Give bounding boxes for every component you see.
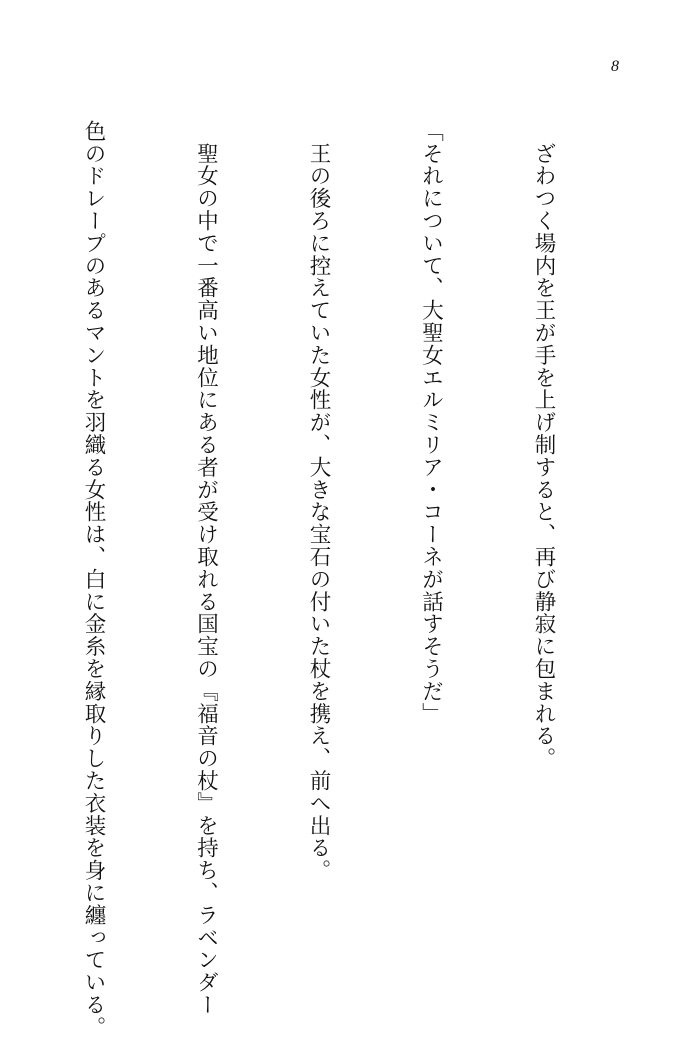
- text-line: 王の後ろに控えていた女性が、大きな宝石の付いた杖を携え、前へ出る。: [306, 120, 331, 882]
- page-number: 8: [611, 58, 619, 75]
- text-line: 聖女の中で一番高い地位にある者が受け取れる国宝の『福音の杖』を持ち、ラベンダー: [193, 120, 219, 1016]
- text-line: 色のドレープのあるマントを羽織る女性は、白に金糸を縁取りした衣装を身に纏っている。: [81, 120, 106, 1038]
- novel-text-body: [0, 120, 637, 1038]
- text-line: ざわつく場内を王が手を上げ制すると、再び静寂に包まれる。: [531, 120, 556, 770]
- text-line: 「それについて、大聖女エルミリア・コーネが話すそうだ」: [418, 120, 444, 725]
